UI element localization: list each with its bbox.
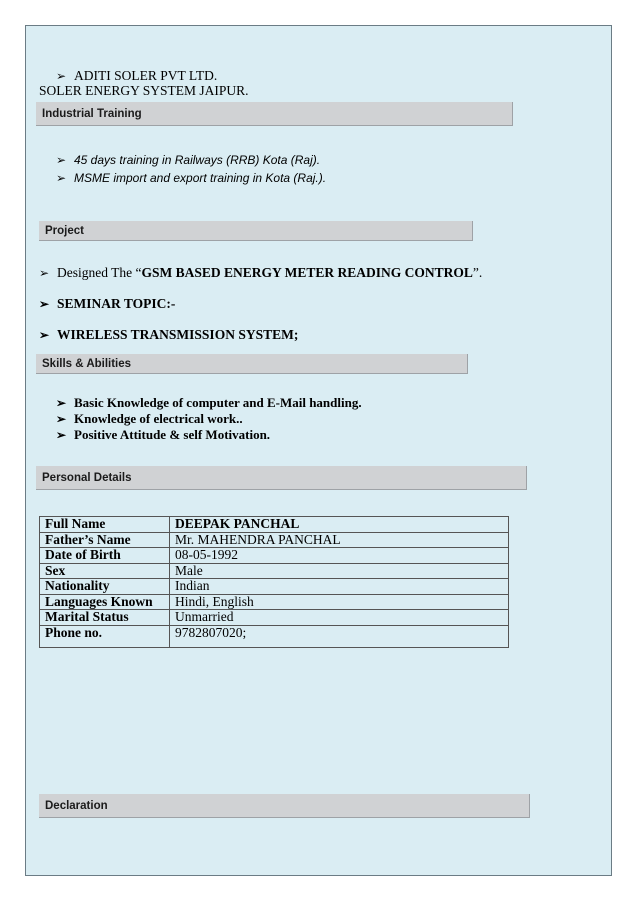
arrow-bullet-icon: ➢	[56, 171, 67, 185]
detail-label: Date of Birth	[40, 548, 170, 564]
project-designed-suffix: ”.	[472, 265, 483, 280]
section-header-industrial-training: Industrial Training	[36, 102, 513, 126]
table-row	[40, 579, 509, 595]
table-row	[40, 532, 509, 548]
project-designed-prefix: Designed The “	[57, 265, 142, 280]
skill-item	[56, 395, 362, 411]
training-item	[56, 171, 326, 185]
skill-item	[56, 411, 243, 427]
detail-value: Unmarried	[170, 610, 509, 626]
training-text: 45 days training in Railways (RRB) Kota (Raj).	[74, 153, 321, 167]
arrow-bullet-icon: ➢	[39, 297, 50, 311]
detail-label: Languages Known	[40, 594, 170, 610]
company-name: ADITI SOLER PVT LTD.	[74, 68, 218, 83]
company-line	[56, 68, 217, 84]
table-row	[40, 625, 509, 647]
skill-text: Basic Knowledge of computer and E-Mail handling.	[74, 395, 362, 410]
skill-text: Knowledge of electrical work..	[74, 411, 243, 426]
detail-label: Marital Status	[40, 610, 170, 626]
detail-value: DEEPAK PANCHAL	[170, 517, 509, 533]
detail-value: 08-05-1992	[170, 548, 509, 564]
detail-value: Mr. MAHENDRA PANCHAL	[170, 532, 509, 548]
wireless-topic: WIRELESS TRANSMISSION SYSTEM;	[57, 327, 299, 342]
detail-label: Phone no.	[40, 625, 170, 647]
wireless-item	[39, 327, 298, 343]
detail-label: Father’s Name	[40, 532, 170, 548]
table-row	[40, 517, 509, 533]
arrow-bullet-icon: ➢	[39, 328, 50, 342]
resume-page	[25, 25, 612, 876]
section-header-declaration: Declaration	[39, 794, 530, 818]
arrow-bullet-icon: ➢	[39, 266, 50, 280]
project-designed-item	[39, 265, 482, 281]
detail-value: Indian	[170, 579, 509, 595]
seminar-topic: SEMINAR TOPIC:-	[57, 296, 176, 311]
table-row	[40, 610, 509, 626]
arrow-bullet-icon: ➢	[56, 412, 67, 426]
detail-value: Hindi, English	[170, 594, 509, 610]
project-title: GSM BASED ENERGY METER READING CONTROL	[141, 265, 473, 280]
seminar-item	[39, 296, 175, 312]
table-row	[40, 563, 509, 579]
table-row	[40, 548, 509, 564]
training-item	[56, 153, 320, 167]
section-header-skills: Skills & Abilities	[36, 354, 468, 374]
detail-label: Full Name	[40, 517, 170, 533]
training-text: MSME import and export training in Kota (Raj.).	[74, 171, 327, 185]
arrow-bullet-icon: ➢	[56, 69, 67, 83]
table-row	[40, 594, 509, 610]
detail-label: Nationality	[40, 579, 170, 595]
detail-value: 9782807020;	[170, 625, 509, 647]
detail-label: Sex	[40, 563, 170, 579]
section-header-project: Project	[39, 221, 473, 241]
arrow-bullet-icon: ➢	[56, 396, 67, 410]
detail-value: Male	[170, 563, 509, 579]
personal-details-table	[39, 516, 509, 648]
arrow-bullet-icon: ➢	[56, 428, 67, 442]
skill-item	[56, 427, 270, 443]
section-header-personal-details: Personal Details	[36, 466, 527, 490]
skill-text: Positive Attitude & self Motivation.	[74, 427, 271, 442]
company-subtitle: SOLER ENERGY SYSTEM JAIPUR.	[39, 83, 249, 98]
arrow-bullet-icon: ➢	[56, 153, 67, 167]
